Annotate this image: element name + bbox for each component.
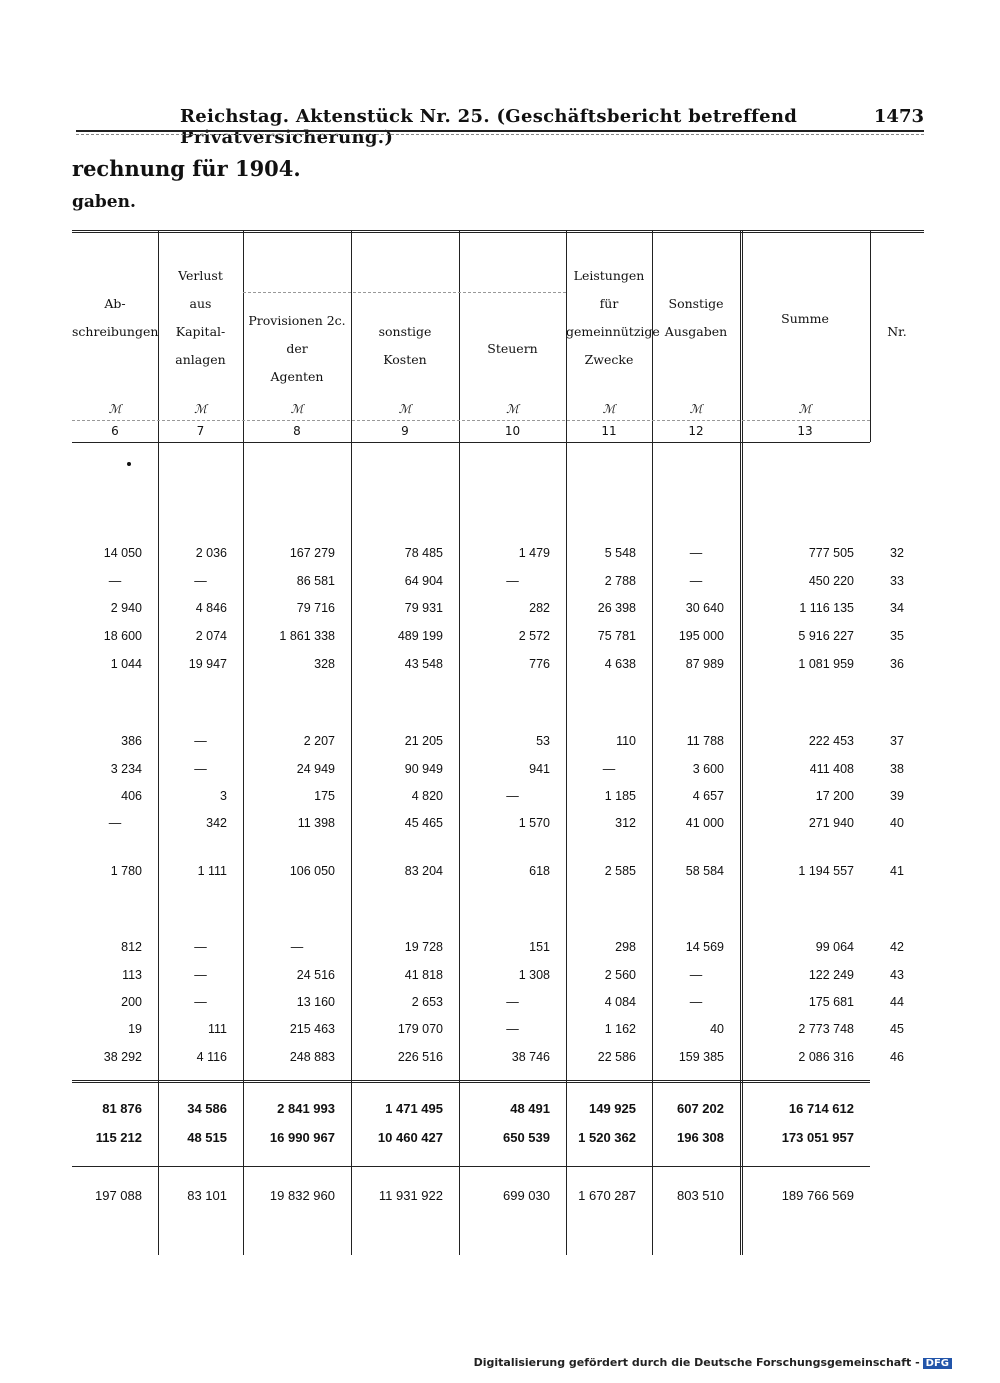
data-cell: —	[108, 574, 122, 588]
data-cell: 200	[121, 995, 142, 1009]
data-cell: 271 940	[808, 816, 854, 830]
row-number: 45	[890, 1022, 904, 1036]
row-number: 37	[890, 734, 904, 748]
row-number: 34	[890, 601, 904, 615]
row-number: 33	[890, 574, 904, 588]
data-cell: 2 773 748	[798, 1022, 854, 1036]
data-cell: 812	[121, 940, 142, 954]
data-cell: —	[194, 734, 207, 748]
data-cell: 18 600	[103, 629, 142, 643]
data-cell: 2 036	[195, 546, 227, 560]
data-cell: 79 716	[296, 601, 335, 615]
data-cell: 222 453	[808, 734, 854, 748]
data-cell: 2 207	[303, 734, 335, 748]
digitization-credit	[474, 1356, 952, 1369]
data-cell: 411 408	[809, 762, 854, 776]
column-header-line: Summe	[781, 311, 829, 326]
data-cell: 14 050	[103, 546, 142, 560]
subtotal-cell: 1 471 495	[385, 1101, 443, 1116]
column-header	[566, 262, 660, 374]
data-cell: 1 308	[518, 968, 550, 982]
column-header-line: Sonstige	[668, 296, 724, 311]
data-cell: 122 249	[808, 968, 854, 982]
column-header-line: Agenten	[270, 369, 324, 384]
subtotal-cell: 196 308	[677, 1130, 724, 1145]
column-header-line: für	[599, 296, 619, 311]
unit-label: ℳ	[602, 402, 616, 416]
column-header-line: Verlust	[178, 268, 223, 283]
column-header	[351, 318, 459, 374]
data-cell: 195 000	[678, 629, 724, 643]
data-cell: 4 657	[692, 789, 724, 803]
row-number: 38	[890, 762, 904, 776]
data-cell: 13 160	[296, 995, 335, 1009]
row-number: 36	[890, 657, 904, 671]
row-number: 41	[890, 864, 904, 878]
data-cell: 19 728	[404, 940, 443, 954]
header-bottom-rule	[72, 442, 870, 443]
total-rule	[72, 1166, 870, 1167]
subtotal-cell: 48 515	[187, 1130, 227, 1145]
data-cell: 282	[529, 601, 550, 615]
data-cell: 24 516	[296, 968, 335, 982]
data-cell: 386	[121, 734, 142, 748]
data-cell: —	[194, 968, 207, 982]
data-cell: 75 781	[597, 629, 636, 643]
data-cell: —	[194, 762, 207, 776]
data-cell: 113	[122, 968, 142, 982]
data-cell: —	[290, 940, 304, 954]
total-cell: 19 832 960	[269, 1188, 335, 1203]
running-head: Reichstag. Aktenstück Nr. 25. (Geschäftsbericht betreffend Privatversicherung.)	[180, 106, 798, 148]
data-cell: 175 681	[808, 995, 854, 1009]
total-cell: 197 088	[95, 1188, 142, 1203]
column-header	[652, 290, 740, 346]
column-header	[459, 335, 566, 363]
data-cell: —	[506, 574, 519, 588]
data-cell: 941	[529, 762, 550, 776]
column-header-line: Ausgaben	[664, 324, 728, 339]
column-header-line: Kosten	[383, 352, 427, 367]
data-cell: 99 064	[815, 940, 854, 954]
data-cell: 3 600	[692, 762, 724, 776]
total-cell: 189 766 569	[781, 1188, 854, 1203]
data-cell: 43 548	[404, 657, 443, 671]
data-cell: 1 081 959	[798, 657, 854, 671]
data-cell: 167 279	[289, 546, 335, 560]
data-cell: 86 581	[296, 574, 335, 588]
data-cell: —	[194, 574, 207, 588]
data-cell: 19	[128, 1022, 142, 1036]
data-cell: 4 820	[411, 789, 443, 803]
data-cell: —	[689, 968, 703, 982]
data-cell: 151	[529, 940, 550, 954]
column-header-line: Ab-	[104, 296, 126, 311]
column-number: 8	[293, 424, 301, 438]
column-header-line: aus	[189, 296, 212, 311]
column-number: 10	[504, 424, 521, 438]
data-cell: 40	[710, 1022, 724, 1036]
column-header-line: Provisionen 2c.	[248, 313, 346, 328]
unit-label: ℳ	[506, 402, 519, 416]
data-cell: —	[602, 762, 616, 776]
data-cell: 2 940	[110, 601, 142, 615]
data-cell: 1 162	[604, 1022, 636, 1036]
data-cell: 179 070	[397, 1022, 443, 1036]
data-cell: 30 640	[685, 601, 724, 615]
data-cell: 45 465	[404, 816, 443, 830]
data-cell: 58 584	[685, 864, 724, 878]
data-cell: 41 000	[685, 816, 724, 830]
row-number: 46	[890, 1050, 904, 1064]
data-cell: 1 116 135	[799, 601, 854, 615]
column-header-line: anlagen	[175, 352, 226, 367]
column-header	[158, 262, 243, 374]
unit-row-rule	[72, 420, 870, 421]
row-number: 32	[890, 546, 904, 560]
subtotal-cell: 48 491	[510, 1101, 550, 1116]
subtotal-cell: 16 714 612	[788, 1101, 854, 1116]
total-cell: 803 510	[677, 1188, 724, 1203]
column-header	[243, 307, 351, 391]
data-cell: 406	[121, 789, 142, 803]
unit-label: ℳ	[398, 402, 412, 416]
data-cell: 159 385	[678, 1050, 724, 1064]
data-cell: 26 398	[597, 601, 636, 615]
data-cell: 3 234	[110, 762, 142, 776]
data-cell: 5 916 227	[798, 629, 854, 643]
data-cell: 215 463	[289, 1022, 335, 1036]
data-cell: 776	[529, 657, 550, 671]
data-cell: 342	[206, 816, 227, 830]
data-cell: 1 111	[197, 864, 227, 878]
data-cell: 2 585	[604, 864, 636, 878]
data-cell: 1 861 338	[279, 629, 335, 643]
data-cell: —	[506, 1022, 519, 1036]
column-header-line: Steuern	[487, 341, 538, 356]
column-header	[870, 318, 924, 346]
column-number: 11	[601, 424, 617, 438]
row-number: 44	[890, 995, 904, 1009]
column-number: 13	[797, 424, 813, 438]
data-cell: 2 572	[518, 629, 550, 643]
table-top-rule	[72, 230, 924, 233]
data-cell: 90 949	[404, 762, 443, 776]
column-number: 6	[111, 424, 119, 438]
column-header-line: Zwecke	[584, 352, 634, 367]
data-cell: 1 044	[110, 657, 142, 671]
data-cell: 1 570	[518, 816, 550, 830]
section-title: rechnung für 1904.	[72, 156, 301, 181]
data-cell: 41 818	[404, 968, 443, 982]
column-header	[72, 290, 158, 346]
subtotal-cell: 650 539	[503, 1130, 550, 1145]
data-cell: 1 479	[518, 546, 550, 560]
subtotal-cell: 115 212	[95, 1130, 142, 1145]
column-number: 9	[401, 424, 409, 438]
section-subtitle: gaben.	[72, 192, 136, 212]
row-number: 40	[890, 816, 904, 830]
data-cell: 777 505	[808, 546, 854, 560]
row-number: 39	[890, 789, 904, 803]
data-cell: 298	[615, 940, 636, 954]
total-cell: 699 030	[503, 1188, 550, 1203]
data-cell: —	[506, 789, 519, 803]
data-cell: —	[194, 995, 207, 1009]
data-cell: 79 931	[404, 601, 443, 615]
group-header-rule	[243, 292, 566, 293]
subtotal-rule	[72, 1080, 870, 1083]
data-cell: 1 194 557	[798, 864, 854, 878]
data-cell: 87 989	[685, 657, 724, 671]
data-cell: 17 200	[815, 789, 854, 803]
data-cell: —	[506, 995, 519, 1009]
total-cell: 1 670 287	[578, 1188, 636, 1203]
data-cell: 3	[220, 789, 227, 803]
column-header	[740, 305, 870, 333]
data-cell: 1 780	[110, 864, 142, 878]
data-cell: 618	[529, 864, 550, 878]
data-cell: 38 292	[103, 1050, 142, 1064]
data-cell: —	[108, 816, 122, 830]
subtotal-cell: 1 520 362	[578, 1130, 636, 1145]
data-cell: 4 638	[604, 657, 636, 671]
data-cell: 226 516	[397, 1050, 443, 1064]
unit-label: ℳ	[290, 402, 304, 416]
data-cell: 19 947	[188, 657, 227, 671]
data-cell: 2 086 316	[798, 1050, 854, 1064]
unit-label: ℳ	[108, 402, 122, 416]
page-number: 1473	[873, 106, 924, 127]
row-number: 35	[890, 629, 904, 643]
data-cell: 2 074	[195, 629, 227, 643]
data-cell: 5 548	[604, 546, 636, 560]
data-cell: —	[689, 995, 703, 1009]
data-cell: 21 205	[404, 734, 443, 748]
column-header-line: sonstige	[378, 324, 432, 339]
data-cell: 24 949	[296, 762, 335, 776]
data-cell: 1 185	[604, 789, 636, 803]
dfg-logo: DFG	[923, 1358, 952, 1369]
column-number: 7	[196, 424, 205, 438]
column-header-line: der	[286, 341, 308, 356]
column-header-line: Nr.	[887, 324, 907, 339]
data-cell: 4 116	[196, 1050, 227, 1064]
data-cell: 248 883	[289, 1050, 335, 1064]
data-cell: 110	[616, 734, 636, 748]
data-cell: 22 586	[597, 1050, 636, 1064]
unit-label: ℳ	[194, 402, 207, 416]
unit-label: ℳ	[689, 402, 703, 416]
data-cell: 2 653	[411, 995, 443, 1009]
row-number: 42	[890, 940, 904, 954]
data-cell: 4 846	[195, 601, 227, 615]
subtotal-cell: 81 876	[102, 1101, 142, 1116]
data-cell: 312	[615, 816, 636, 830]
data-cell: —	[194, 940, 207, 954]
data-cell: 489 199	[397, 629, 443, 643]
subtotal-cell: 10 460 427	[377, 1130, 443, 1145]
credit-text: Digitalisierung gefördert durch die Deutsche Forschungsgemeinschaft -	[473, 1356, 920, 1369]
column-header-line: gemeinnützige	[566, 324, 660, 339]
data-cell: 14 569	[685, 940, 724, 954]
data-cell: —	[689, 546, 703, 560]
data-cell: —	[689, 574, 703, 588]
total-cell: 83 101	[187, 1188, 227, 1203]
data-cell: 64 904	[404, 574, 443, 588]
column-number: 12	[688, 424, 704, 438]
data-cell: 83 204	[404, 864, 443, 878]
unit-label: ℳ	[798, 402, 812, 416]
subtotal-cell: 149 925	[589, 1101, 636, 1116]
data-cell: 4 084	[604, 995, 636, 1009]
data-cell: 53	[536, 734, 550, 748]
data-cell: 175	[314, 789, 335, 803]
data-cell: 2 560	[604, 968, 636, 982]
data-cell: 450 220	[808, 574, 854, 588]
data-cell: 11 398	[297, 816, 335, 830]
data-cell: 78 485	[404, 546, 443, 560]
subtotal-cell: 34 586	[187, 1101, 227, 1116]
data-cell: 2 788	[604, 574, 636, 588]
data-cell: 111	[207, 1022, 227, 1036]
column-header-line: schreibungen	[72, 324, 159, 339]
ink-dot	[127, 462, 131, 466]
data-cell: 11 788	[686, 734, 724, 748]
column-header-line: Leistungen	[573, 268, 645, 283]
subtotal-cell: 16 990 967	[269, 1130, 335, 1145]
row-number: 43	[890, 968, 904, 982]
total-cell: 11 931 922	[378, 1188, 443, 1203]
column-header-line: Kapital-	[175, 324, 226, 339]
data-cell: 106 050	[289, 864, 335, 878]
subtotal-cell: 607 202	[677, 1101, 724, 1116]
subtotal-cell: 2 841 993	[277, 1101, 335, 1116]
data-cell: 328	[314, 657, 335, 671]
data-cell: 38 746	[511, 1050, 550, 1064]
subtotal-cell: 173 051 957	[781, 1130, 854, 1145]
